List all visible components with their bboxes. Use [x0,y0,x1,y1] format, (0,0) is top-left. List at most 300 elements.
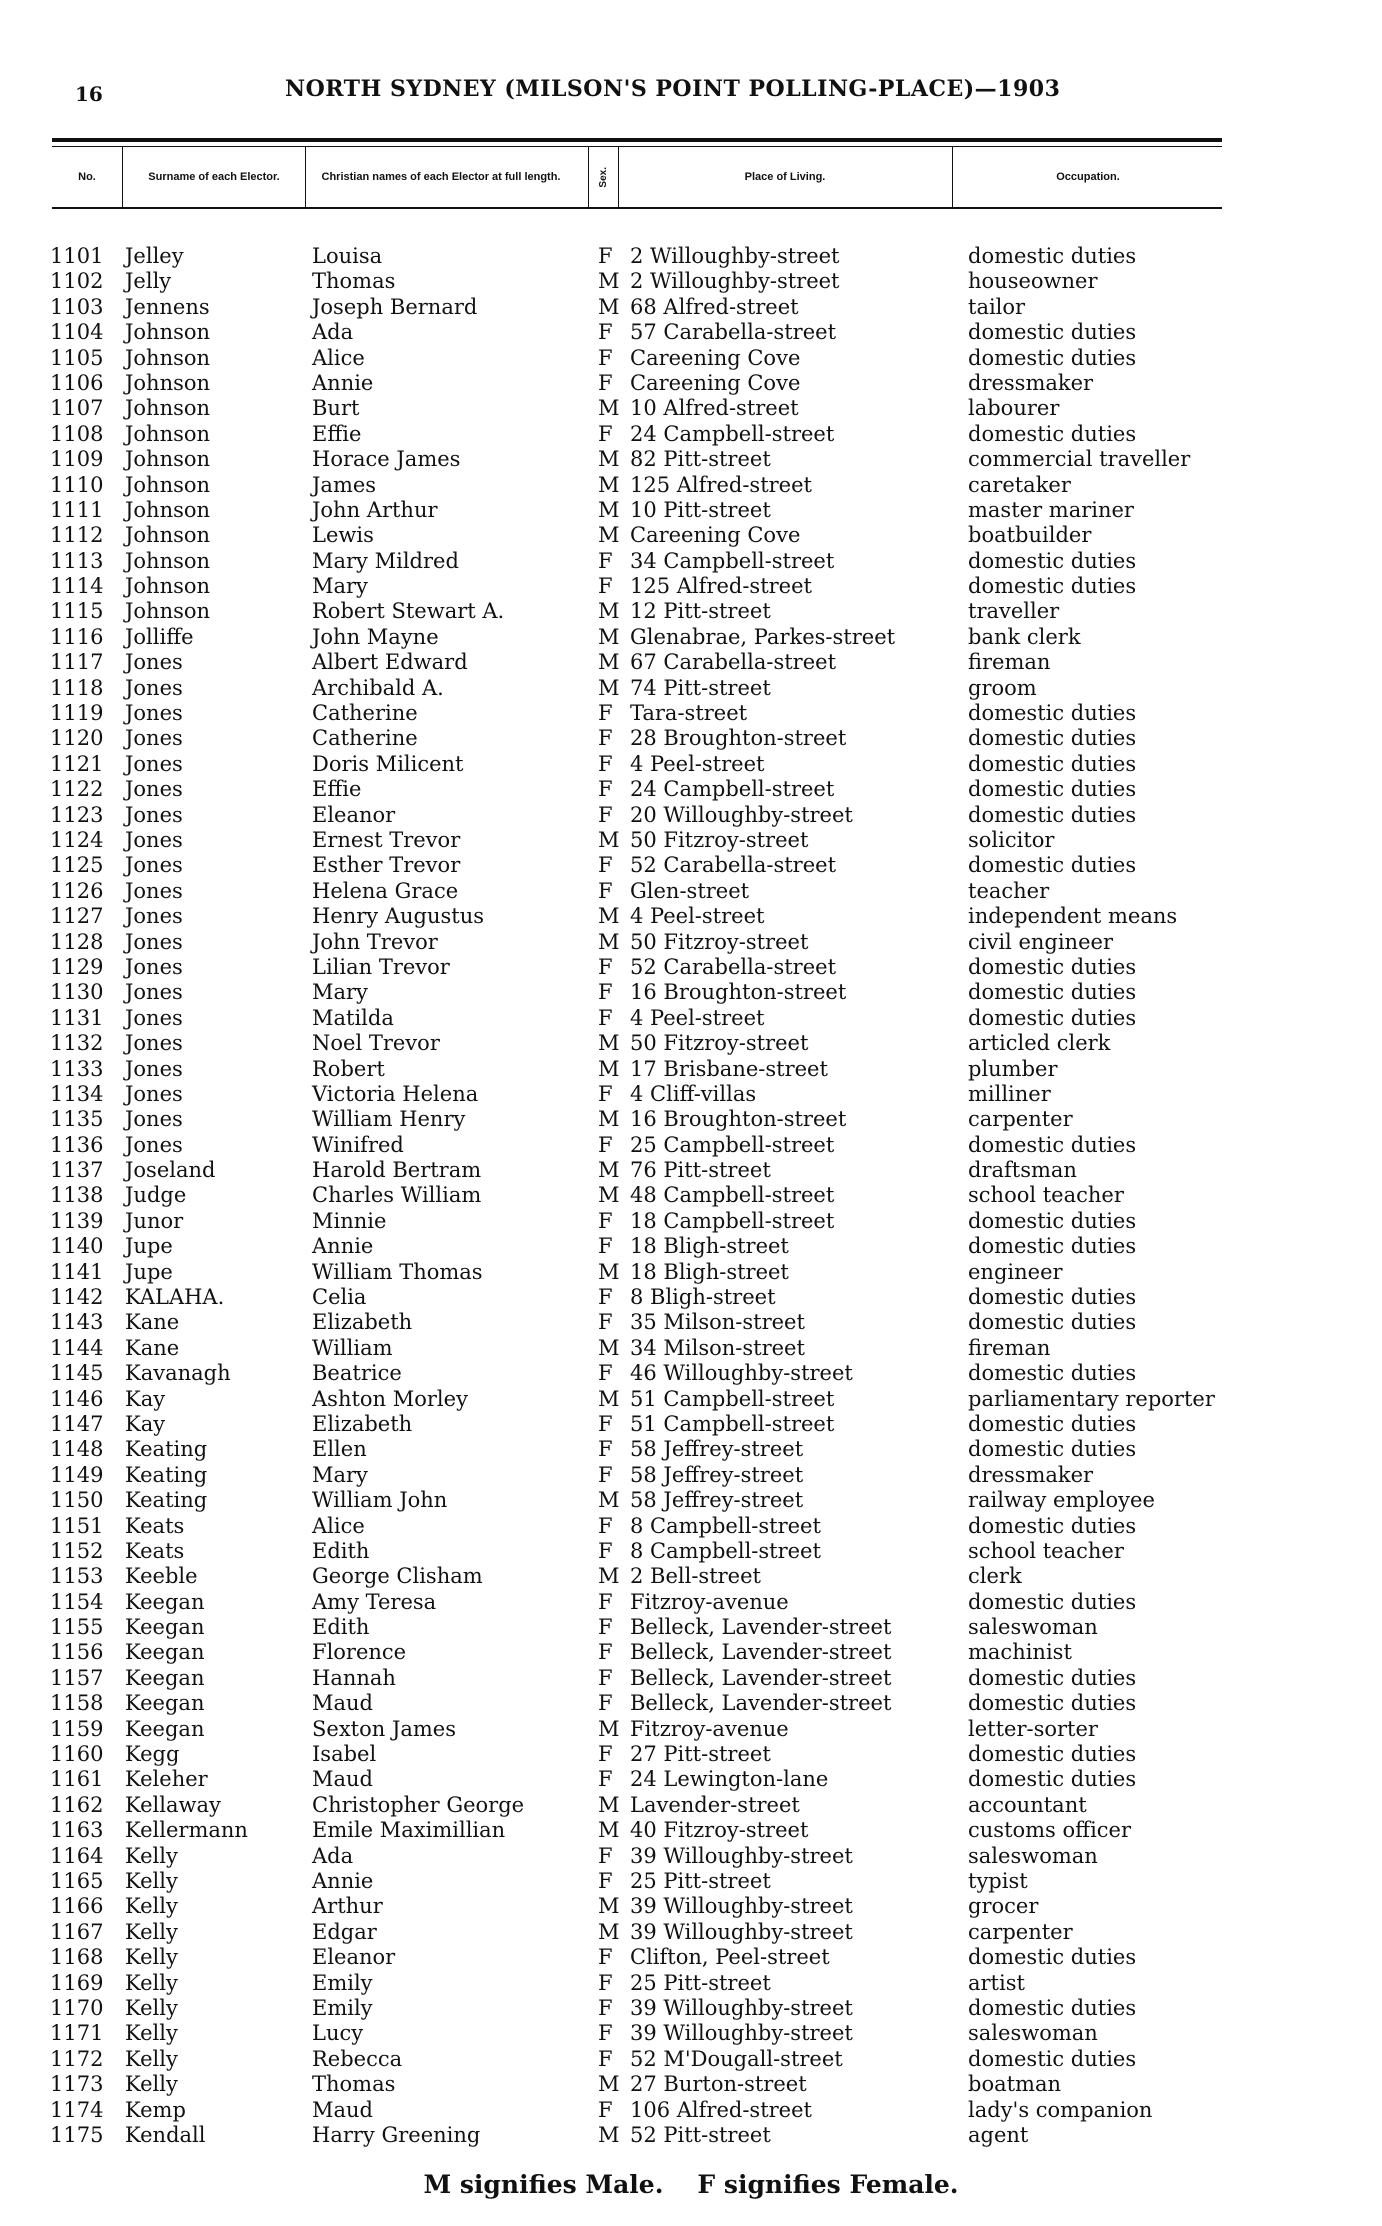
elector-christian-names: Mary [312,1462,368,1487]
elector-place-of-living: 39 Willoughby-street [630,1894,853,1919]
elector-occupation: domestic duties [968,1665,1137,1690]
table-row [0,2021,1382,2046]
elector-number: 1161 [50,1767,104,1792]
elector-number: 1160 [50,1742,104,1767]
elector-number: 1167 [50,1919,104,1944]
elector-surname: Kendall [125,2122,206,2147]
column-divider [618,146,619,207]
elector-christian-names: Amy Teresa [312,1589,437,1614]
elector-occupation: groom [968,675,1037,700]
elector-sex: M [598,1818,620,1843]
header-rule-thick [52,138,1222,142]
elector-place-of-living: 50 Fitzroy-street [630,827,809,852]
elector-occupation: boatman [968,2072,1062,2097]
elector-occupation: domestic duties [968,1411,1137,1436]
table-row [0,1031,1382,1056]
elector-place-of-living: 39 Willoughby-street [630,1919,853,1944]
elector-occupation: fireman [968,650,1051,675]
elector-place-of-living: 24 Campbell-street [630,777,835,802]
table-row [0,422,1382,447]
elector-number: 1134 [50,1081,104,1106]
elector-sex: F [598,1970,613,1995]
elector-number: 1106 [50,370,104,395]
elector-place-of-living: Fitzroy-avenue [630,1589,789,1614]
elector-christian-names: Albert Edward [312,650,468,675]
elector-number: 1165 [50,1869,104,1893]
elector-occupation: domestic duties [968,1285,1137,1310]
elector-christian-names: Hannah [312,1665,396,1690]
elector-christian-names: Eleanor [312,1945,396,1970]
table-row [0,625,1382,650]
elector-christian-names: Helena Grace [312,878,459,903]
table-row [0,2123,1382,2148]
elector-occupation: domestic duties [968,1361,1137,1386]
elector-surname: Keleher [125,1767,208,1792]
elector-number: 1164 [50,1843,104,1868]
table-row [0,1285,1382,1310]
table-row [0,346,1382,371]
elector-occupation: traveller [968,599,1060,624]
elector-christian-names: Elizabeth [312,1411,413,1436]
elector-sex: F [598,1081,613,1106]
elector-surname: Kelly [125,1869,178,1893]
elector-surname: Jones [125,650,183,675]
table-row [0,676,1382,701]
elector-number: 1133 [50,1056,104,1081]
elector-number: 1102 [50,269,104,294]
elector-occupation: carpenter [968,1919,1073,1944]
elector-place-of-living: 39 Willoughby-street [630,1995,853,2020]
elector-occupation: customs officer [968,1818,1132,1843]
elector-occupation: domestic duties [968,954,1137,979]
elector-surname: Joseland [125,1158,216,1183]
elector-christian-names: Ashton Morley [312,1386,468,1411]
table-row [0,1564,1382,1589]
elector-place-of-living: 10 Pitt-street [630,497,771,522]
elector-christian-names: Emily [312,1995,373,2020]
elector-sex: M [598,827,620,852]
elector-number: 1154 [50,1589,104,1614]
elector-christian-names: Eleanor [312,802,396,827]
elector-occupation: caretaker [968,472,1071,497]
table-row [0,574,1382,599]
elector-sex: F [598,1132,613,1157]
elector-place-of-living: 20 Willoughby-street [630,802,853,827]
elector-surname: Johnson [125,472,211,497]
table-row [0,371,1382,396]
female-legend: F signifies Female. [697,2170,959,2199]
elector-place-of-living: 52 M'Dougall-street [630,2046,843,2071]
elector-christian-names: John Trevor [312,929,438,954]
table-row [0,930,1382,955]
elector-sex: F [598,345,613,370]
elector-sex: M [598,650,620,675]
elector-surname: Jones [125,1031,183,1056]
table-row [0,777,1382,802]
elector-number: 1116 [50,624,104,649]
elector-number: 1136 [50,1132,104,1157]
table-row [0,549,1382,574]
elector-number: 1150 [50,1488,104,1513]
elector-place-of-living: 48 Campbell-street [630,1183,835,1208]
elector-place-of-living: Belleck, Lavender-street [630,1691,892,1716]
table-row [0,1742,1382,1767]
elector-place-of-living: 25 Campbell-street [630,1132,835,1157]
elector-sex: F [598,1945,613,1970]
elector-christian-names: Maud [312,2097,373,2122]
elector-number: 1117 [50,650,104,675]
elector-place-of-living: Careening Cove [630,345,801,370]
elector-surname: Jones [125,954,183,979]
elector-occupation: independent means [968,904,1178,929]
elector-surname: Johnson [125,574,211,599]
elector-sex: M [598,269,620,294]
elector-place-of-living: 28 Broughton-street [630,726,847,751]
elector-sex: F [598,751,613,776]
elector-number: 1153 [50,1564,104,1589]
elector-christian-names: Catherine [312,726,418,751]
elector-sex: M [598,624,620,649]
elector-number: 1108 [50,421,104,446]
elector-place-of-living: 18 Bligh-street [630,1259,789,1284]
elector-place-of-living: Tara-street [630,701,748,726]
elector-sex: M [598,1488,620,1513]
elector-number: 1127 [50,904,104,929]
elector-place-of-living: 52 Carabella-street [630,954,837,979]
elector-occupation: domestic duties [968,1945,1137,1970]
table-row [0,1945,1382,1970]
elector-occupation: labourer [968,396,1060,421]
elector-occupation: domestic duties [968,751,1137,776]
elector-sex: F [598,244,613,268]
elector-surname: Jones [125,827,183,852]
column-header-occupation: Occupation. [1056,170,1120,183]
elector-christian-names: George Clisham [312,1564,483,1589]
elector-surname: Jones [125,726,183,751]
elector-christian-names: Noel Trevor [312,1031,440,1056]
elector-occupation: domestic duties [968,777,1137,802]
elector-number: 1155 [50,1615,104,1640]
elector-christian-names: Matilda [312,1005,394,1030]
elector-sex: M [598,1919,620,1944]
table-row [0,1387,1382,1412]
elector-place-of-living: Belleck, Lavender-street [630,1615,892,1640]
table-row [0,1615,1382,1640]
elector-christian-names: Harold Bertram [312,1158,482,1183]
table-row [0,1488,1382,1513]
elector-number: 1142 [50,1285,104,1310]
table-row [0,498,1382,523]
elector-surname: Jones [125,751,183,776]
elector-sex: F [598,853,613,878]
elector-surname: Johnson [125,548,211,573]
table-row [0,1057,1382,1082]
elector-christian-names: Isabel [312,1742,377,1767]
table-row [0,701,1382,726]
elector-surname: Kane [125,1335,180,1360]
elector-place-of-living: Careening Cove [630,370,801,395]
elector-sex: M [598,599,620,624]
elector-number: 1130 [50,980,104,1005]
elector-number: 1115 [50,599,104,624]
elector-surname: Jones [125,1081,183,1106]
elector-place-of-living: 50 Fitzroy-street [630,929,809,954]
column-header-surname: Surname of each Elector. [148,170,280,183]
elector-number: 1125 [50,853,104,878]
page-title: NORTH SYDNEY (MILSON'S POINT POLLING-PLACE)—1903 [285,76,1061,102]
elector-number: 1140 [50,1234,104,1259]
elector-sex: M [598,904,620,929]
elector-place-of-living: 51 Campbell-street [630,1411,835,1436]
elector-christian-names: Effie [312,421,362,446]
elector-number: 1144 [50,1335,104,1360]
elector-christian-names: John Arthur [312,497,438,522]
elector-christian-names: Victoria Helena [312,1081,479,1106]
elector-place-of-living: 57 Carabella-street [630,320,837,345]
elector-occupation: domestic duties [968,726,1137,751]
table-row [0,295,1382,320]
table-row [0,523,1382,548]
elector-christian-names: Alice [312,1513,365,1538]
elector-place-of-living: 34 Milson-street [630,1335,805,1360]
elector-place-of-living: 17 Brisbane-street [630,1056,828,1081]
table-row [0,1412,1382,1437]
elector-surname: Kegg [125,1742,180,1767]
elector-number: 1139 [50,1208,104,1233]
elector-occupation: school teacher [968,1183,1124,1208]
elector-christian-names: Alice [312,345,365,370]
elector-sex: M [598,1792,620,1817]
elector-place-of-living: 46 Willoughby-street [630,1361,853,1386]
elector-number: 1138 [50,1183,104,1208]
elector-sex: M [598,1056,620,1081]
elector-sex: F [598,1589,613,1614]
table-row [0,1691,1382,1716]
elector-occupation: domestic duties [968,1767,1137,1792]
elector-occupation: dressmaker [968,1462,1094,1487]
table-row [0,1209,1382,1234]
elector-christian-names: Christopher George [312,1792,525,1817]
table-row [0,1107,1382,1132]
elector-surname: Jelley [125,244,184,268]
elector-surname: Kane [125,1310,180,1335]
elector-surname: Kelly [125,1945,178,1970]
elector-sex: F [598,1234,613,1259]
elector-surname: Kay [125,1411,166,1436]
elector-number: 1163 [50,1818,104,1843]
elector-occupation: teacher [968,878,1050,903]
elector-sex: F [598,1615,613,1640]
table-row [0,1640,1382,1665]
table-row [0,1717,1382,1742]
elector-christian-names: Burt [312,396,360,421]
table-row [0,1666,1382,1691]
table-row [0,1336,1382,1361]
elector-sex: F [598,1640,613,1665]
sex-header-label: Sex. [597,166,609,188]
elector-number: 1113 [50,548,104,573]
elector-christian-names: Mary Mildred [312,548,459,573]
elector-surname: Johnson [125,370,211,395]
elector-christian-names: Lewis [312,523,374,548]
elector-occupation: domestic duties [968,1132,1137,1157]
elector-number: 1112 [50,523,104,548]
elector-sex: F [598,726,613,751]
elector-surname: Jones [125,1005,183,1030]
elector-number: 1173 [50,2072,104,2097]
elector-occupation: domestic duties [968,853,1137,878]
elector-christian-names: Celia [312,1285,367,1310]
elector-sex: M [598,1716,620,1741]
elector-christian-names: Annie [312,1869,374,1893]
elector-sex: F [598,1462,613,1487]
elector-number: 1170 [50,1995,104,2020]
elector-place-of-living: Glenabrae, Parkes-street [630,624,896,649]
elector-occupation: railway employee [968,1488,1155,1513]
elector-place-of-living: Belleck, Lavender-street [630,1665,892,1690]
elector-surname: Kemp [125,2097,186,2122]
elector-occupation: solicitor [968,827,1055,852]
elector-surname: Jolliffe [125,624,194,649]
elector-christian-names: William John [312,1488,448,1513]
elector-occupation: domestic duties [968,1234,1137,1259]
elector-sex: M [598,1894,620,1919]
elector-occupation: domestic duties [968,320,1137,345]
elector-christian-names: Thomas [312,2072,396,2097]
table-row [0,1361,1382,1386]
elector-occupation: domestic duties [968,802,1137,827]
elector-sex: M [598,523,620,548]
elector-christian-names: Robert Stewart A. [312,599,505,624]
table-row [0,1590,1382,1615]
table-row [0,1082,1382,1107]
elector-occupation: plumber [968,1056,1058,1081]
elector-surname: Kelly [125,1995,178,2020]
elector-place-of-living: 4 Peel-street [630,1005,765,1030]
elector-surname: Keegan [125,1716,205,1741]
page-number: 16 [75,82,103,106]
elector-place-of-living: 58 Jeffrey-street [630,1488,804,1513]
elector-christian-names: Charles William [312,1183,482,1208]
elector-number: 1123 [50,802,104,827]
elector-number: 1157 [50,1665,104,1690]
elector-number: 1129 [50,954,104,979]
elector-sex: M [598,294,620,319]
elector-sex: F [598,1538,613,1563]
elector-christian-names: Doris Milicent [312,751,464,776]
elector-christian-names: Beatrice [312,1361,402,1386]
elector-occupation: domestic duties [968,980,1137,1005]
elector-number: 1126 [50,878,104,903]
elector-place-of-living: 68 Alfred-street [630,294,799,319]
elector-number: 1124 [50,827,104,852]
table-row [0,269,1382,294]
table-row [0,244,1382,269]
table-row [0,1920,1382,1945]
elector-christian-names: Maud [312,1691,373,1716]
elector-surname: Johnson [125,599,211,624]
elector-christian-names: Elizabeth [312,1310,413,1335]
elector-christian-names: Mary [312,574,368,599]
elector-number: 1147 [50,1411,104,1436]
elector-sex: M [598,1386,620,1411]
elector-number: 1145 [50,1361,104,1386]
elector-place-of-living: 27 Burton-street [630,2072,807,2097]
elector-christian-names: William [312,1335,393,1360]
elector-number: 1107 [50,396,104,421]
elector-place-of-living: 2 Bell-street [630,1564,761,1589]
elector-number: 1158 [50,1691,104,1716]
elector-sex: M [598,2072,620,2097]
table-row [0,1006,1382,1031]
elector-christian-names: Minnie [312,1208,387,1233]
elector-occupation: fireman [968,1335,1051,1360]
elector-christian-names: Emile Maximillian [312,1818,506,1843]
elector-occupation: typist [968,1869,1028,1893]
elector-number: 1162 [50,1792,104,1817]
table-row [0,853,1382,878]
elector-sex: M [598,447,620,472]
elector-number: 1132 [50,1031,104,1056]
elector-surname: Kelly [125,2046,178,2071]
elector-surname: Keats [125,1513,185,1538]
elector-place-of-living: 18 Campbell-street [630,1208,835,1233]
elector-sex: F [598,1437,613,1462]
elector-place-of-living: 10 Alfred-street [630,396,799,421]
elector-christian-names: Rebecca [312,2046,403,2071]
elector-occupation: carpenter [968,1107,1073,1132]
elector-surname: Kelly [125,1843,178,1868]
elector-christian-names: Joseph Bernard [312,294,478,319]
table-row [0,1158,1382,1183]
elector-christian-names: Archibald A. [312,675,444,700]
elector-occupation: lady's companion [968,2097,1153,2122]
elector-surname: Keegan [125,1589,205,1614]
elector-christian-names: Esther Trevor [312,853,461,878]
elector-sex: M [598,497,620,522]
elector-occupation: dressmaker [968,370,1094,395]
elector-occupation: engineer [968,1259,1063,1284]
elector-place-of-living: 74 Pitt-street [630,675,771,700]
elector-sex: F [598,1285,613,1310]
elector-number: 1168 [50,1945,104,1970]
table-row [0,803,1382,828]
elector-occupation: milliner [968,1081,1051,1106]
elector-occupation: civil engineer [968,929,1113,954]
table-row [0,1133,1382,1158]
elector-christian-names: Henry Augustus [312,904,485,929]
elector-christian-names: Robert [312,1056,385,1081]
elector-surname: Kelly [125,2072,178,2097]
column-divider [952,146,953,207]
elector-sex: F [598,1005,613,1030]
elector-surname: Jelly [125,269,172,294]
elector-occupation: saleswoman [968,2021,1098,2046]
elector-surname: Jones [125,1132,183,1157]
table-row [0,752,1382,777]
elector-number: 1175 [50,2122,104,2147]
elector-sex: F [598,701,613,726]
elector-surname: Jennens [125,294,210,319]
elector-list [0,244,1382,2148]
elector-occupation: grocer [968,1894,1039,1919]
elector-place-of-living: 16 Broughton-street [630,980,847,1005]
elector-occupation: domestic duties [968,1208,1137,1233]
column-divider [305,146,306,207]
elector-number: 1149 [50,1462,104,1487]
elector-occupation: domestic duties [968,1589,1137,1614]
elector-occupation: accountant [968,1792,1087,1817]
